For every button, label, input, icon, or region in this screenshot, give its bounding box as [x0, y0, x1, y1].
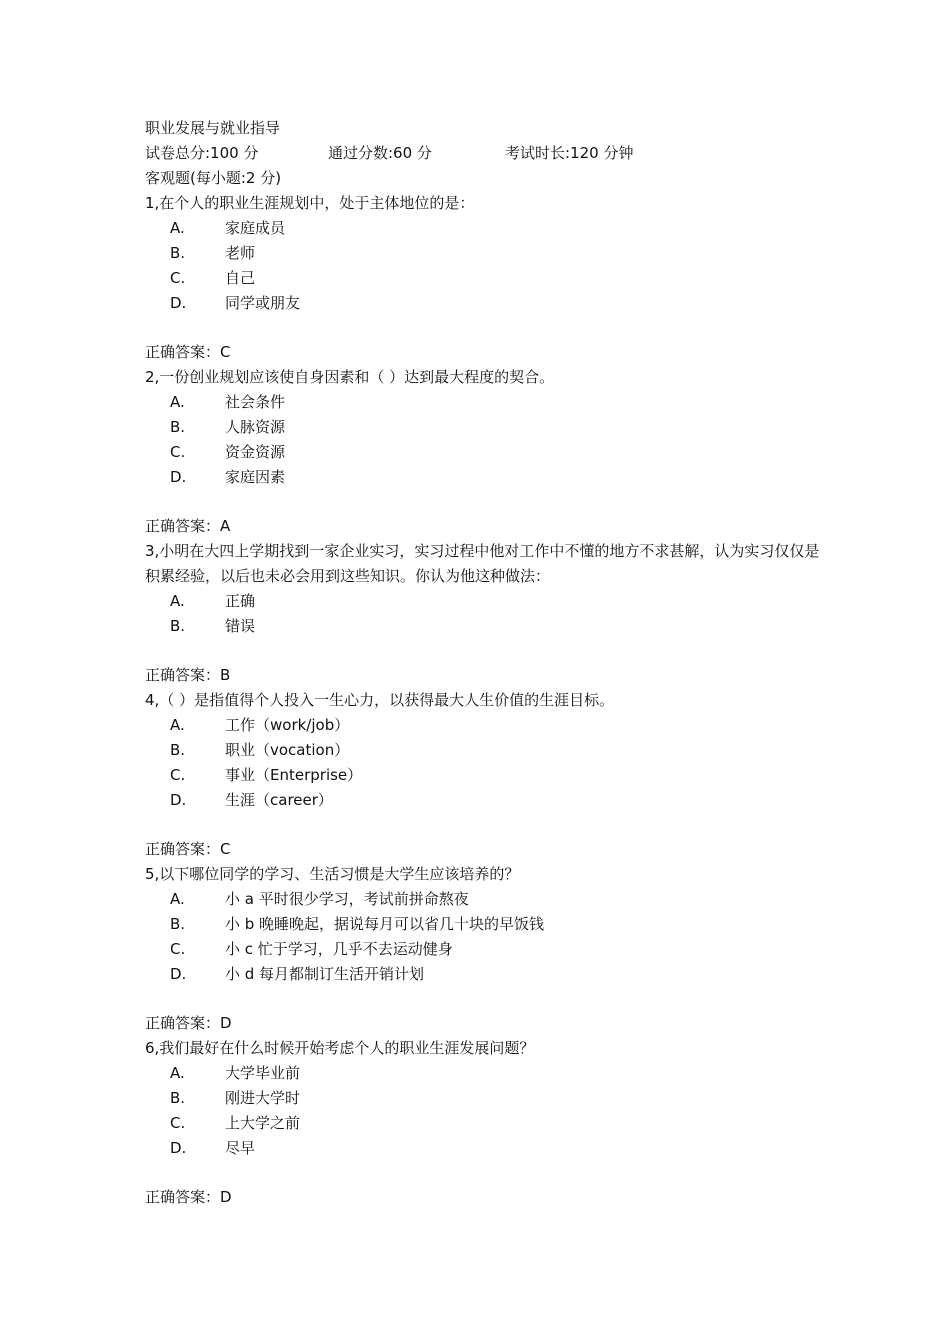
question-text: 4,（ ）是指值得个人投入一生心力，以获得最大人生价值的生涯目标。	[145, 691, 615, 709]
option-letter: D.	[170, 294, 187, 312]
option-text: 同学或朋友	[225, 294, 301, 312]
option-text: 社会条件	[225, 393, 286, 411]
question-block	[145, 539, 825, 688]
answer-option	[145, 912, 825, 937]
option-letter: C.	[170, 269, 186, 287]
option-letter: D.	[170, 791, 187, 809]
answer-option	[145, 887, 825, 912]
option-text: 小 c 忙于学习，几乎不去运动健身	[225, 940, 453, 958]
option-text: 事业（Enterprise）	[225, 766, 363, 784]
option-text: 小 a 平时很少学习，考试前拼命熬夜	[225, 890, 469, 908]
question-text: 5,以下哪位同学的学习、生活习惯是大学生应该培养的？	[145, 865, 520, 883]
answer-option	[145, 1111, 825, 1136]
answer-option	[145, 937, 825, 962]
option-text: 职业（vocation）	[225, 741, 350, 759]
total-score: 试卷总分:100 分	[145, 144, 259, 162]
option-letter: C.	[170, 1114, 186, 1132]
answer-option	[145, 266, 825, 291]
option-text: 家庭成员	[225, 219, 286, 237]
question-block	[145, 365, 825, 539]
option-text: 自己	[225, 269, 256, 287]
option-letter: B.	[170, 418, 186, 436]
option-letter: C.	[170, 443, 186, 461]
answer-option	[145, 713, 825, 738]
correct-answer: 正确答案：B	[145, 666, 231, 684]
answer-option	[145, 738, 825, 763]
option-letter: D.	[170, 1139, 187, 1157]
spacer	[145, 490, 825, 514]
option-text: 上大学之前	[225, 1114, 301, 1132]
option-letter: B.	[170, 244, 186, 262]
answer-option	[145, 1136, 825, 1161]
option-letter: B.	[170, 915, 186, 933]
option-text: 大学毕业前	[225, 1064, 301, 1082]
spacer	[145, 639, 825, 663]
answer-option	[145, 614, 825, 639]
option-letter: D.	[170, 965, 187, 983]
spacer	[145, 1161, 825, 1185]
option-text: 小 d 每月都制订生活开销计划	[225, 965, 425, 983]
question-text: 6,我们最好在什么时候开始考虑个人的职业生涯发展问题？	[145, 1039, 535, 1057]
spacer	[145, 316, 825, 340]
question-text: 3,小明在大四上学期找到一家企业实习，实习过程中他对工作中不懂的地方不求甚解，认为实习仅仅是积累经验，以后也未必会用到这些知识。你认为他这种做法：	[145, 542, 820, 585]
option-text: 错误	[225, 617, 256, 635]
question-block	[145, 688, 825, 862]
option-letter: D.	[170, 468, 187, 486]
answer-option	[145, 962, 825, 987]
option-text: 资金资源	[225, 443, 286, 461]
option-text: 工作（work/job）	[225, 716, 350, 734]
correct-answer: 正确答案：C	[145, 840, 231, 858]
option-letter: B.	[170, 617, 186, 635]
answer-option	[145, 465, 825, 490]
answer-option	[145, 440, 825, 465]
option-letter: A.	[170, 890, 185, 908]
doc-title: 职业发展与就业指导	[145, 119, 281, 137]
question-block	[145, 862, 825, 1036]
question-block	[145, 191, 825, 365]
option-letter: B.	[170, 1089, 186, 1107]
answer-option	[145, 216, 825, 241]
option-text: 正确	[225, 592, 256, 610]
answer-option	[145, 763, 825, 788]
answer-option	[145, 1086, 825, 1111]
exam-meta	[145, 141, 825, 166]
option-letter: B.	[170, 741, 186, 759]
option-text: 人脉资源	[225, 418, 286, 436]
option-letter: A.	[170, 1064, 185, 1082]
answer-option	[145, 1061, 825, 1086]
correct-answer: 正确答案：D	[145, 1188, 232, 1206]
option-letter: C.	[170, 766, 186, 784]
option-letter: A.	[170, 592, 185, 610]
answer-option	[145, 415, 825, 440]
section-heading: 客观题(每小题:2 分)	[145, 169, 282, 187]
correct-answer: 正确答案：A	[145, 517, 231, 535]
correct-answer: 正确答案：C	[145, 343, 231, 361]
correct-answer: 正确答案：D	[145, 1014, 232, 1032]
question-list	[145, 191, 825, 1210]
option-text: 生涯（career）	[225, 791, 333, 809]
option-letter: A.	[170, 393, 185, 411]
answer-option	[145, 788, 825, 813]
document-content	[145, 116, 825, 1210]
option-text: 老师	[225, 244, 256, 262]
answer-option	[145, 390, 825, 415]
option-text: 家庭因素	[225, 468, 286, 486]
spacer	[145, 813, 825, 837]
answer-option	[145, 241, 825, 266]
question-text: 2,一份创业规划应该使自身因素和（ ）达到最大程度的契合。	[145, 368, 555, 386]
spacer	[145, 987, 825, 1011]
option-letter: C.	[170, 940, 186, 958]
question-block	[145, 1036, 825, 1210]
option-letter: A.	[170, 716, 185, 734]
exam-duration: 考试时长:120 分钟	[505, 144, 634, 162]
pass-score: 通过分数:60 分	[328, 144, 432, 162]
question-text: 1,在个人的职业生涯规划中，处于主体地位的是：	[145, 194, 475, 212]
option-text: 小 b 晚睡晚起，据说每月可以省几十块的早饭钱	[225, 915, 545, 933]
answer-option	[145, 291, 825, 316]
answer-option	[145, 589, 825, 614]
option-letter: A.	[170, 219, 185, 237]
option-text: 尽早	[225, 1139, 256, 1157]
option-text: 刚进大学时	[225, 1089, 301, 1107]
